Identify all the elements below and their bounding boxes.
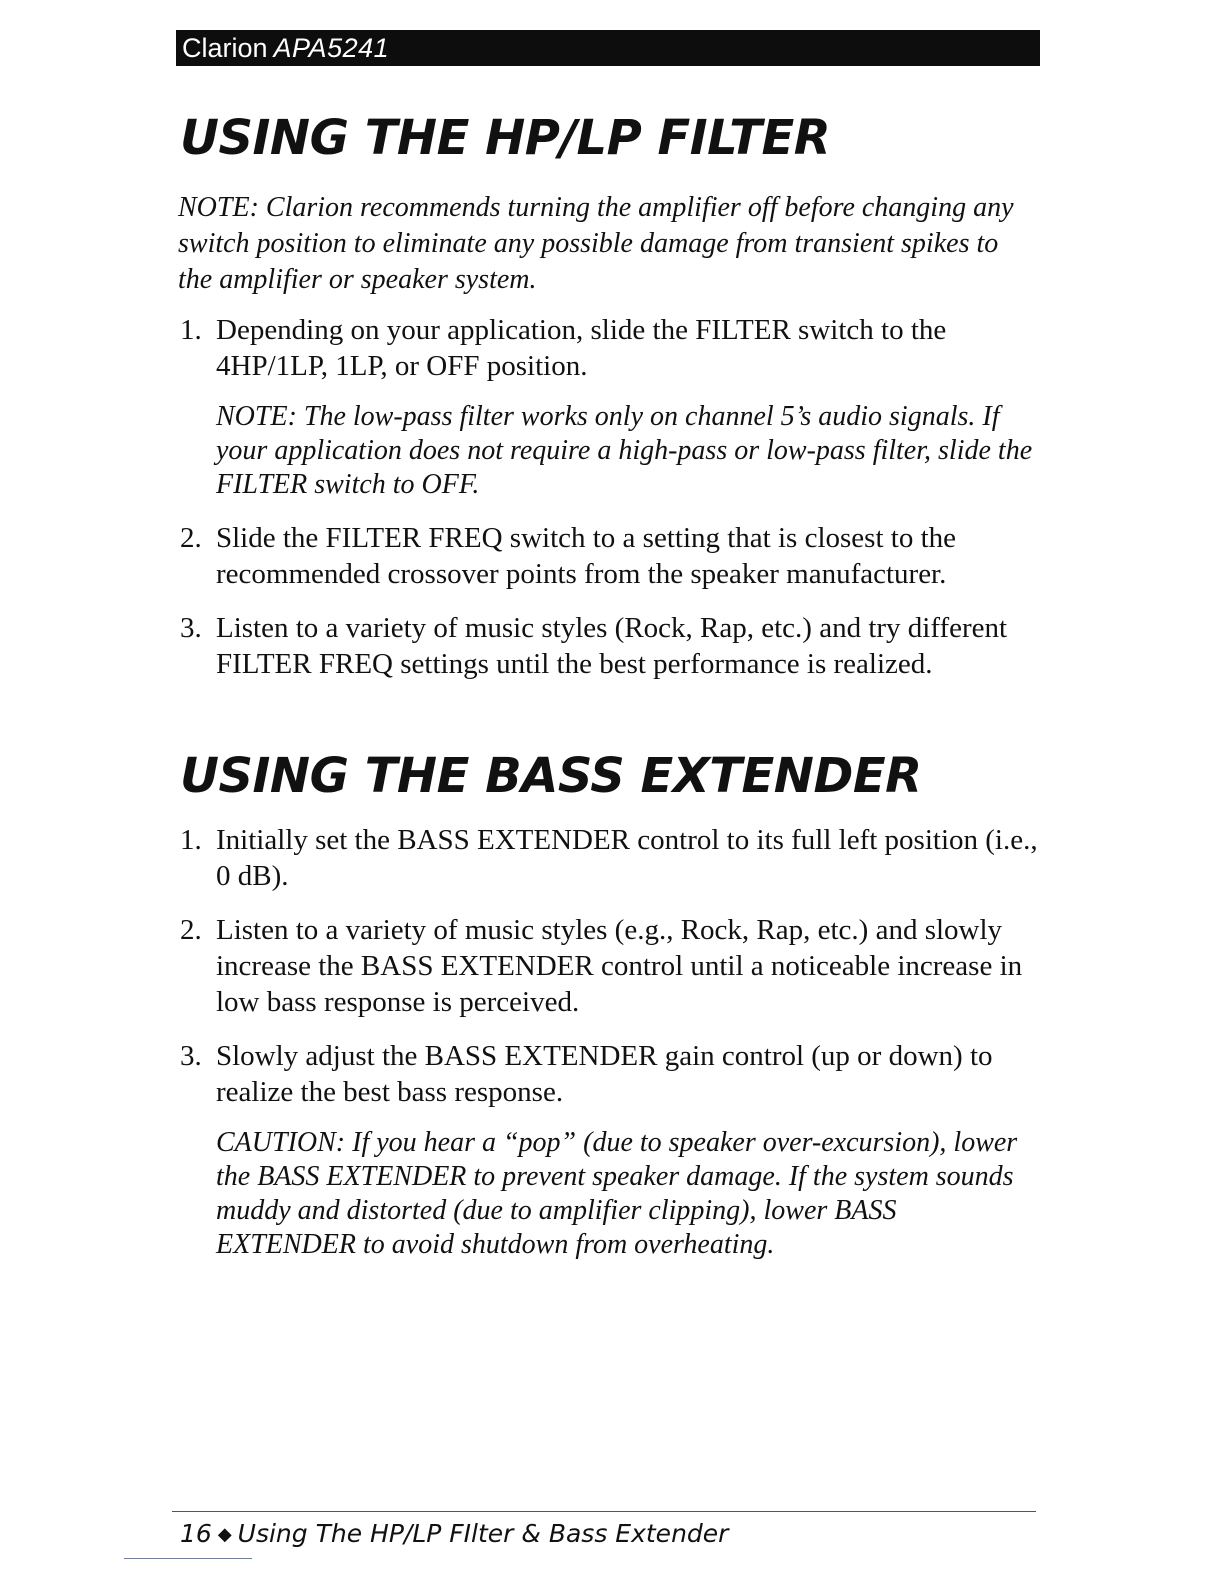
- bass-extender-steps-list: [178, 822, 1038, 1262]
- page-header-bar: [176, 30, 1040, 66]
- step-number: 1.: [180, 824, 202, 856]
- section-title-bass-extender: USING THE BASS EXTENDER: [180, 748, 922, 804]
- bass-step-1: [178, 822, 1038, 894]
- model-number: APA5241: [273, 33, 390, 63]
- filter-note: NOTE: Clarion recommends turning the amplifier off before changing any switch position to eliminate any possible damage from transient spikes to the amplifier or speaker system.: [178, 192, 1014, 295]
- step-number: 3.: [180, 1040, 202, 1072]
- brand-name: Clarion: [182, 33, 268, 63]
- filter-step-3: [178, 610, 1038, 682]
- step-number: 3.: [180, 612, 202, 644]
- step-number: 1.: [180, 314, 202, 346]
- diamond-icon: ◆: [217, 1524, 232, 1545]
- section-title-hp-lp-filter: USING THE HP/LP FILTER: [180, 110, 831, 166]
- page-number: 16: [180, 1519, 212, 1548]
- step-text: Listen to a variety of music styles (Rock, Rap, etc.) and try different FILTER FREQ settings until the best performance is realized.: [216, 612, 1008, 680]
- step-text: Initially set the BASS EXTENDER control to its full left position (i.e., 0 dB).: [216, 824, 1038, 892]
- step-text: Depending on your application, slide the FILTER switch to the 4HP/1LP, 1LP, or OFF position.: [216, 314, 947, 382]
- filter-steps-list: [178, 312, 1038, 682]
- step-text: Slide the FILTER FREQ switch to a setting that is closest to the recommended crossover points from the speaker manufacturer.: [216, 522, 956, 590]
- filter-step-1: [178, 312, 1038, 502]
- step-text: Slowly adjust the BASS EXTENDER gain control (up or down) to realize the best bass response.: [216, 1040, 993, 1108]
- step-text: Listen to a variety of music styles (e.g., Rock, Rap, etc.) and slowly increase the BASS EXTENDER control until a noticeable increase in low bass response is perceived.: [216, 914, 1023, 1018]
- step-note: NOTE: The low-pass filter works only on channel 5’s audio signals. If your application does not require a high-pass or low-pass filter, slide the FILTER switch to OFF.: [216, 401, 1033, 500]
- bass-step-2: [178, 912, 1038, 1020]
- footer-title: Using The HP/LP FIlter & Bass Extender: [237, 1519, 729, 1548]
- page-footer: [180, 1516, 728, 1553]
- step-number: 2.: [180, 914, 202, 946]
- caution-note: CAUTION: If you hear a “pop” (due to speaker over-excursion), lower the BASS EXTENDER to prevent speaker damage. If the system sounds muddy and distorted (due to amplifier clipping), lower BASS EXTENDER to avoid shutdown from overheating.: [216, 1127, 1018, 1260]
- step-number: 2.: [180, 522, 202, 554]
- filter-step-2: [178, 520, 1038, 592]
- scan-edge-line: [124, 1558, 252, 1559]
- footer-divider: [172, 1511, 1036, 1512]
- bass-step-3: [178, 1038, 1038, 1262]
